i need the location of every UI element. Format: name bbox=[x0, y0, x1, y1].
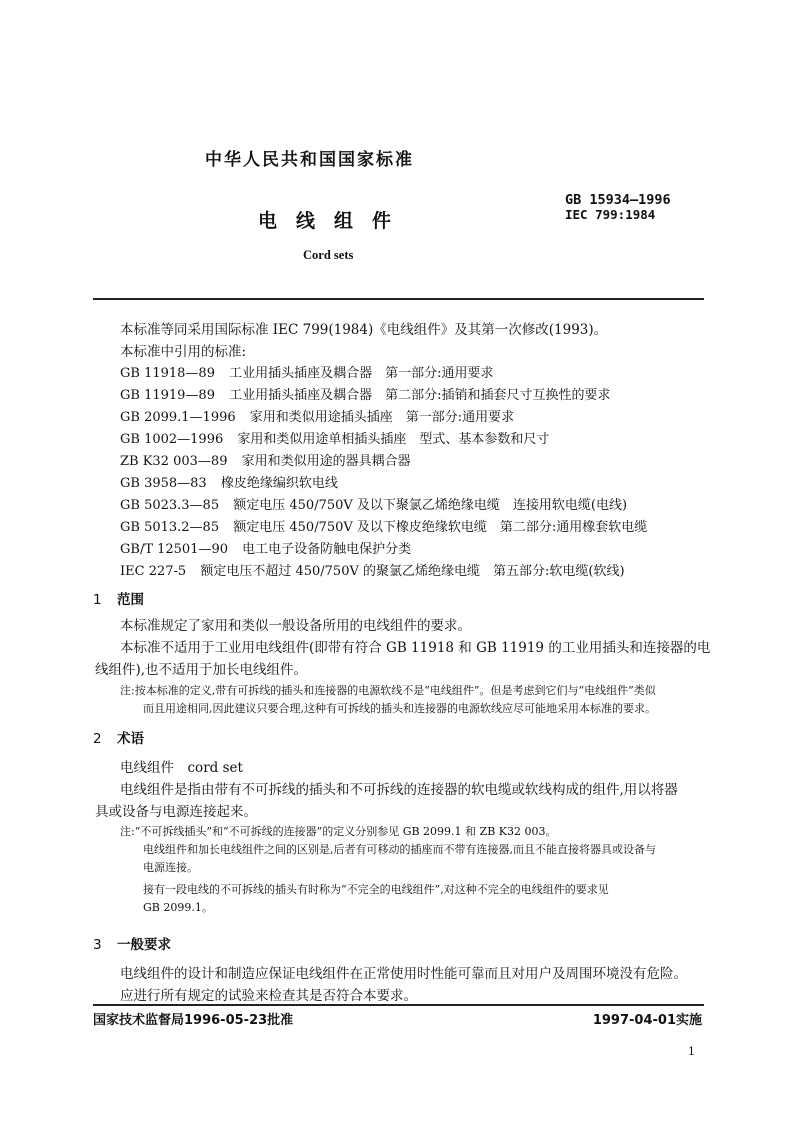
scope-note: 注:按本标准的定义,带有可拆线的插头和连接器的电源软线不是“电线组件”。但是考虑到它们与“电线组件”类似 bbox=[120, 684, 656, 697]
reference-item bbox=[120, 428, 549, 447]
reference-item bbox=[120, 406, 514, 425]
page-number: 1 bbox=[688, 1045, 695, 1058]
reference-item bbox=[120, 450, 411, 469]
document-title-english: Cord sets bbox=[303, 248, 354, 262]
general-requirements-paragraph-1: 电线组件的设计和制造应保证电线组件在正常使用时性能可靠而且对用户及周围环境没有危险。 bbox=[120, 966, 687, 982]
effective-date: 1997-04-01实施 bbox=[592, 1013, 702, 1028]
iec-number: IEC 799:1984 bbox=[565, 207, 656, 222]
adoption-statement: 本标准等同采用国际标准 IEC 799(1984)《电线组件》及其第一次修改(1993)。 bbox=[120, 322, 608, 338]
reference-code: GB 5013.2—85 bbox=[120, 520, 220, 535]
reference-title: 额定电压不超过 450/750V 的聚氯乙烯绝缘电缆 第五部分:软电缆(软线) bbox=[200, 564, 625, 579]
term-entry: 电线组件 cord set bbox=[120, 760, 243, 776]
reference-code: GB 11919—89 bbox=[120, 388, 215, 403]
section-number: 3 bbox=[93, 937, 102, 953]
section-3-heading bbox=[93, 933, 171, 953]
section-1-heading bbox=[93, 588, 144, 608]
reference-title: 橡皮绝缘编织软电线 bbox=[220, 476, 338, 491]
references-heading: 本标准中引用的标准: bbox=[120, 344, 247, 360]
section-number: 1 bbox=[93, 592, 102, 608]
term-note-1: 注:“不可拆线插头”和“不可拆线的连接器”的定义分别参见 GB 2099.1 和 ZB K32 003。 bbox=[120, 825, 557, 838]
section-title: 范围 bbox=[117, 592, 144, 608]
reference-code: IEC 227-5 bbox=[120, 564, 187, 579]
section-number: 2 bbox=[93, 731, 102, 747]
scope-paragraph-2-cont: 线组件),也不适用于加长电线组件。 bbox=[95, 662, 308, 678]
header-rule bbox=[93, 298, 704, 300]
scope-paragraph-2: 本标准不适用于工业用电线组件(即带有符合 GB 11918 和 GB 11919 的工业用插头和连接器的电 bbox=[120, 640, 711, 656]
section-title: 术语 bbox=[117, 731, 144, 747]
reference-title: 额定电压 450/750V 及以下聚氯乙烯绝缘电缆 连接用软电缆(电线) bbox=[233, 498, 628, 513]
reference-title: 家用和类似用途插头插座 第一部分:通用要求 bbox=[249, 410, 515, 425]
reference-title: 电工电子设备防触电保护分类 bbox=[242, 542, 412, 557]
general-requirements-paragraph-2: 应进行所有规定的试验来检查其是否符合本要求。 bbox=[120, 988, 417, 1004]
footer-rule bbox=[93, 1004, 704, 1006]
term-note-3-cont: GB 2099.1。 bbox=[143, 901, 213, 914]
reference-title: 工业用插头插座及耦合器 第二部分:插销和插套尺寸互换性的要求 bbox=[229, 388, 611, 403]
standard-number: GB 15934—1996 bbox=[565, 192, 671, 208]
reference-code: GB 2099.1—1996 bbox=[120, 410, 236, 425]
reference-item bbox=[120, 384, 611, 403]
term-definition: 电线组件是指由带有不可拆线的插头和不可拆线的连接器的软电缆或软线构成的组件,用以将器 bbox=[120, 782, 678, 798]
term-note-2: 电线组件和加长电线组件之间的区别是,后者有可移动的插座而不带有连接器,而且不能直接将器具或设备与 bbox=[143, 843, 656, 856]
document-title: 电 线 组 件 bbox=[258, 210, 392, 232]
scope-paragraph-1: 本标准规定了家用和类似一般设备所用的电线组件的要求。 bbox=[120, 618, 471, 634]
term-note-2-cont: 电源连接。 bbox=[143, 861, 198, 874]
reference-code: GB/T 12501—90 bbox=[120, 542, 229, 557]
reference-item bbox=[120, 516, 647, 535]
scope-note-cont: 而且用途相同,因此建议只要合理,这种有可拆线的插头和连接器的电源软线应尽可能地采用本标准的要求。 bbox=[143, 702, 656, 715]
reference-code: ZB K32 003—89 bbox=[120, 454, 228, 469]
reference-code: GB 11918—89 bbox=[120, 366, 215, 381]
reference-item bbox=[120, 472, 338, 491]
term-definition-cont: 具或设备与电源连接起来。 bbox=[95, 804, 257, 820]
reference-item bbox=[120, 494, 627, 513]
section-title: 一般要求 bbox=[117, 937, 171, 953]
reference-item bbox=[120, 362, 494, 381]
reference-title: 工业用插头插座及耦合器 第一部分:通用要求 bbox=[229, 366, 494, 381]
org-title: 中华人民共和国国家标准 bbox=[205, 150, 414, 170]
reference-item bbox=[120, 560, 625, 579]
section-2-heading bbox=[93, 727, 144, 747]
reference-code: GB 3958—83 bbox=[120, 476, 207, 491]
reference-title: 额定电压 450/750V 及以下橡皮绝缘软电缆 第二部分:通用橡套软电缆 bbox=[233, 520, 648, 535]
reference-title: 家用和类似用途的器具耦合器 bbox=[241, 454, 411, 469]
reference-title: 家用和类似用途单相插头插座 型式、基本参数和尺寸 bbox=[237, 432, 550, 447]
term-note-3: 接有一段电线的不可拆线的插头有时称为“不完全的电线组件”,对这种不完全的电线组件的要求见 bbox=[143, 883, 609, 896]
reference-code: GB 1002—1996 bbox=[120, 432, 224, 447]
reference-code: GB 5023.3—85 bbox=[120, 498, 220, 513]
reference-item bbox=[120, 538, 411, 557]
approval-line: 国家技术监督局1996-05-23批准 bbox=[93, 1013, 294, 1028]
